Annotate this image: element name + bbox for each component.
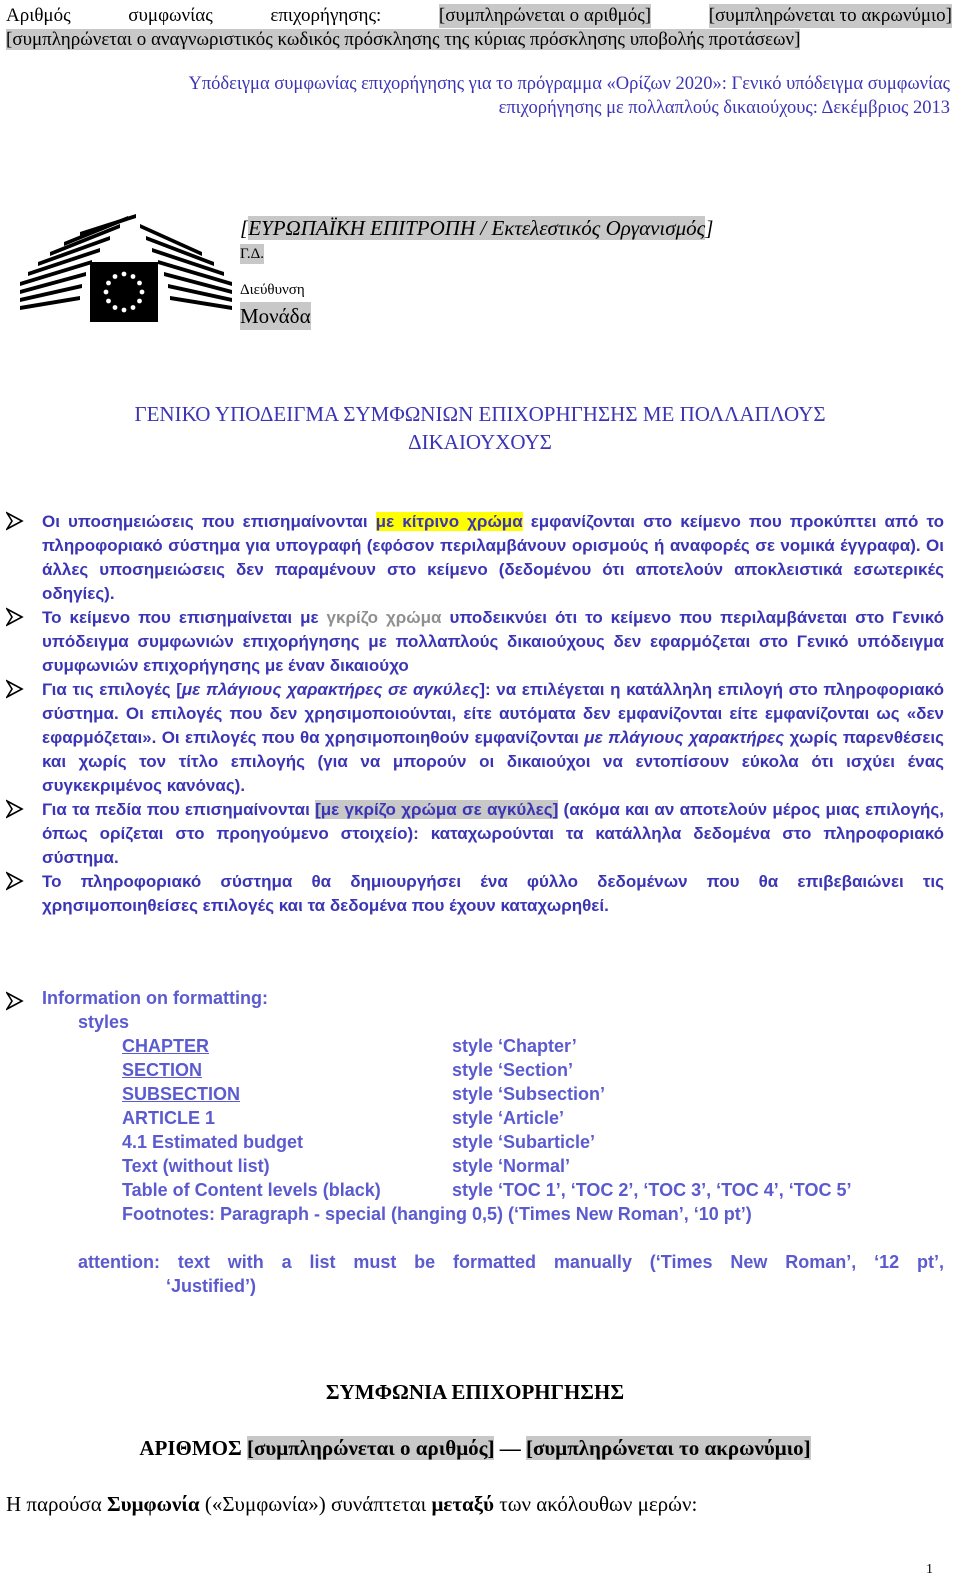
acronym-placeholder: [συμπληρώνεται το ακρωνύμιο]	[525, 1436, 811, 1460]
list-item: Για τα πεδία που επισημαίνονται [με γκρίζο χρώμα σε αγκύλες] (ακόμα και αν αποτελούν μέρος μιας επιλογής, όπως ορίζεται στο προηγούμενο στοιχείο): καταχωρούνται τα κατάλληλα δεδομένα στο πληροφοριακό σύστημα.	[6, 798, 944, 870]
styles-label: styles	[78, 1012, 130, 1032]
document-title: ΓΕΝΙΚΟ ΥΠΟΔΕΙΓΜΑ ΣΥΜΦΩΝΙΩΝ ΕΠΙΧΟΡΗΓΗΣΗΣ ΜΕ ΠΟΛΛΑΠΛΟΥΣ ΔΙΚΑΙΟΥΧΟΥΣ	[134, 402, 826, 454]
list-item: Το πληροφοριακό σύστημα θα δημιουργήσει ένα φύλλο δεδομένων που θα επιβεβαιώνει τις χρησιμοποιηθείσες επιλογές και τα δεδομένα που έχουν καταχωρηθεί.	[6, 870, 944, 918]
style-value: style ‘Subsection’	[452, 1084, 606, 1104]
style-name: ARTICLE 1	[122, 1108, 216, 1128]
yellow-highlight: με κίτρινο χρώμα	[375, 512, 523, 531]
arrow-bullet-icon	[6, 870, 24, 892]
style-value: style ‘Subarticle’	[452, 1132, 596, 1152]
issuing-body-name: [ΕΥΡΩΠΑΪΚΗ ΕΠΙΤΡΟΠΗ / Εκτελεστικός Οργανισμός]	[240, 216, 714, 240]
agreement-number-header	[6, 4, 952, 52]
list-item: Για τις επιλογές [με πλάγιους χαρακτήρες σε αγκύλες]: να επιλέγεται η κατάλληλη επιλογή στο πληροφοριακό σύστημα. Οι επιλογές που δεν χρησιμοποιούνται, είτε αυτόματα δεν εμφανίζονται είτε εμφανίζονται ως «δεν εφαρμόζεται». Οι επιλογές που θα χρησιμοποιηθούν εμφανίζονται με πλάγιους χαρακτήρες χωρίς παρενθέσεις και χωρίς τον τίτλο επιλογής (για να μπορούν οι δικαιούχοι να εντοπίσουν εύκολα ότι ισχύει ένας συγκεκριμένος κανόνας).	[6, 678, 944, 798]
intro-sentence: Η παρούσα Συμφωνία («Συμφωνία») συνάπτεται μεταξύ των ακόλουθων μερών:	[6, 1492, 698, 1516]
agreement-title: ΣΥΜΦΩΝΙΑ ΕΠΙΧΟΡΗΓΗΣΗΣ	[325, 1380, 625, 1404]
style-name: CHAPTER	[122, 1036, 210, 1056]
directorate: Διεύθυνση	[240, 282, 305, 298]
list-item: Οι υποσημειώσεις που επισημαίνονται με κίτρινο χρώμα εμφανίζονται στο κείμενο που προκύπτει από το πληροφοριακό σύστημα για υπογραφή (εφόσον περιλαμβάνουν ορισμούς ή αναφορές σε νομικά έγγραφα). Οι άλλες υποσημειώσεις δεν παραμένουν στο κείμενο (δεδομένου ότι αποτελούν αποκλειστικά εσωτερικές οδηγίες).	[6, 510, 944, 606]
style-name: SECTION	[122, 1060, 203, 1080]
issuing-body-block	[240, 214, 840, 330]
number-placeholder: [συμπληρώνεται ο αριθμός]	[438, 5, 652, 26]
template-subtitle	[88, 72, 950, 120]
unit: Μονάδα	[240, 304, 311, 328]
style-value: style ‘TOC 1’, ‘TOC 2’, ‘TOC 3’, ‘TOC 4’, ‘TOC 5’	[452, 1180, 852, 1200]
formatting-heading: Information on formatting:	[42, 988, 268, 1008]
european-commission-logo	[20, 214, 232, 322]
agreement-number-line: ΑΡΙΘΜΟΣ [συμπληρώνεται ο αριθμός] — [συμπληρώνεται το ακρωνύμιο]	[139, 1436, 811, 1460]
arrow-bullet-icon	[6, 678, 24, 700]
attention-note-cont: ‘Justified’)	[166, 1276, 257, 1296]
list-item: Το κείμενο που επισημαίνεται με γκρίζο χρώμα υποδεικνύει ότι το κείμενο που περιλαμβάνεται στο Γενικό υπόδειγμα συμφωνιών επιχορήγησης με πολλαπλούς δικαιούχους δεν εφαρμόζεται στο Γενικό υπόδειγμα συμφωνιών επιχορήγησης με έναν δικαιούχο	[6, 606, 944, 678]
header-word: Αριθμός	[6, 5, 71, 26]
arrow-bullet-icon	[6, 798, 24, 820]
style-name: 4.1 Estimated budget	[122, 1132, 304, 1152]
acronym-placeholder: [συμπληρώνεται το ακρωνύμιο]	[708, 5, 952, 26]
attention-note: attention: text with a list must be formatted manually (‘Times New Roman’, ‘12 pt’,	[78, 1252, 944, 1272]
subtitle-line: Υπόδειγμα συμφωνίας επιχορήγησης για το πρόγραμμα «Ορίζων 2020»: Γενικό υπόδειγμα συμφωνίας	[188, 74, 950, 94]
gray-highlight: [με γκρίζο χρώμα σε αγκύλες]	[315, 800, 559, 819]
call-id-placeholder: [συμπληρώνεται ο αναγνωριστικός κωδικός πρόσκλησης της κύριας πρόσκλησης υποβολής προτάσεων]	[6, 29, 801, 50]
subtitle-line: επιχορήγησης με πολλαπλούς δικαιούχους: Δεκέμβριος 2013	[498, 98, 950, 118]
page-number: 1	[926, 1562, 933, 1577]
arrow-bullet-icon	[6, 990, 24, 1012]
style-value: style ‘Chapter’	[452, 1036, 577, 1056]
header-word: συμφωνίας	[128, 5, 213, 26]
footnotes-style: Footnotes: Paragraph - special (hanging 0,5) (‘Times New Roman’, ‘10 pt’)	[122, 1204, 752, 1224]
gray-text-example: γκρίζο χρώμα	[326, 608, 442, 627]
directorate-general: Γ.Δ.	[240, 246, 265, 262]
style-name: Text (without list)	[122, 1156, 270, 1176]
style-name: SUBSECTION	[122, 1084, 241, 1104]
arrow-bullet-icon	[6, 606, 24, 628]
number-placeholder: [συμπληρώνεται ο αριθμός]	[246, 1436, 495, 1460]
header-word: επιχορήγησης:	[270, 5, 382, 26]
style-name: Table of Content levels (black)	[122, 1180, 381, 1200]
instructions-list	[6, 510, 944, 918]
style-value: style ‘Article’	[452, 1108, 565, 1128]
arrow-bullet-icon	[6, 510, 24, 532]
style-value: style ‘Normal’	[452, 1156, 571, 1176]
style-value: style ‘Section’	[452, 1060, 574, 1080]
